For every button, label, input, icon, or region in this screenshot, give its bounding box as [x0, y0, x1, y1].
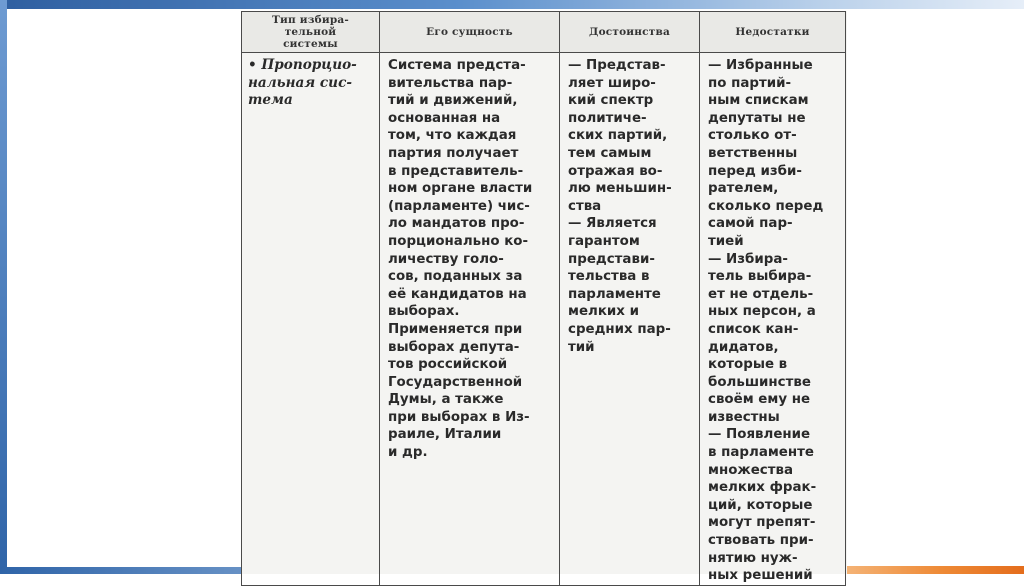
- electoral-system-table: [241, 11, 846, 586]
- cell-advantages: — Представ- ляет широ- кий спектр политиче- ских партий, тем самым отражая во- лю меньшин- ства — Является гарантом представи- тельства в парламенте мелких и средних пар- тий: [560, 53, 700, 586]
- header-essence: Его сущность: [380, 12, 560, 53]
- table-row: [242, 53, 846, 586]
- cell-essence: Система предста- вительства пар- тий и движений, основанная на том, что каждая партия получает в представитель- ном органе власти (парламенте) чис- ло мандатов про- порционально ко- личеству голо- сов, поданных за её кандидатов на выборах. Применяется при выборах депута- тов российской Государственной Думы, а также при выборах в Из- раиле, Италии и др.: [380, 53, 560, 586]
- header-advantages: Достоинства: [560, 12, 700, 53]
- scanned-table-image: [241, 11, 847, 584]
- cell-type: • Пропорцио- нальная сис- тема: [242, 53, 380, 586]
- table-header-row: [242, 12, 846, 53]
- header-type: Тип избира- тельной системы: [242, 12, 380, 53]
- header-disadvantages: Недостатки: [700, 12, 846, 53]
- cell-disadvantages: — Избранные по партий- ным спискам депутаты не столько от- ветственны перед изби- рателем, сколько перед самой пар- тией — Избира- тель выбира- ет не отдель- ных персон, а список кан- дидатов, которые в большинстве своём ему не известны — Появление в парламенте множества мелких фрак- ций, которые могут препят- ствовать при- нятию нуж- ных решений: [700, 53, 846, 586]
- left-accent-bar: [0, 0, 7, 574]
- bottom-right-accent-bar: [816, 566, 1024, 574]
- top-accent-bar: [0, 0, 1024, 9]
